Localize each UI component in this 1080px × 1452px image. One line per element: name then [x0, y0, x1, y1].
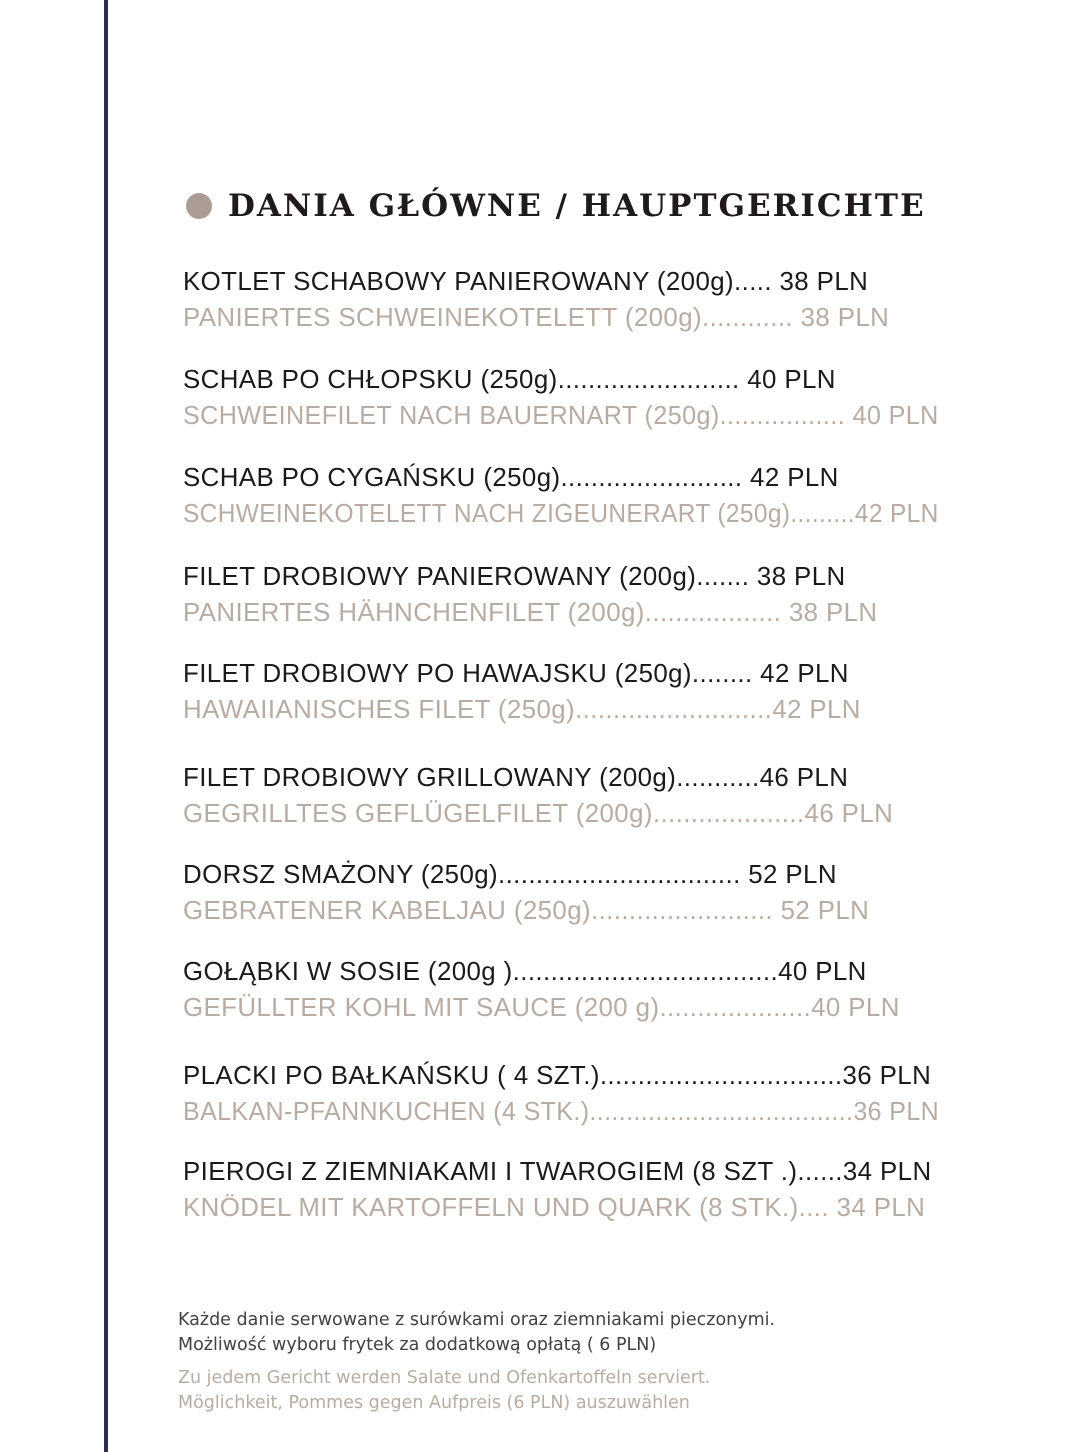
menu-item-polish: KOTLET SCHABOWY PANIEROWANY (200g)..... 38 PLN [183, 266, 869, 296]
menu-item-german: SCHWEINEFILET NACH BAUERNART (250g)................. 40 PLN [183, 400, 939, 430]
menu-item-german: GEFÜLLTER KOHL MIT SAUCE (200 g)....................40 PLN [183, 992, 900, 1022]
menu-item-german: PANIERTES SCHWEINEKOTELETT (200g)............ 38 PLN [183, 302, 890, 332]
menu-item-polish: GOŁĄBKI W SOSIE (200g )...................................40 PLN [183, 956, 867, 986]
menu-item [183, 655, 943, 727]
footer-polish-line: Każde danie serwowane z surówkami oraz ziemniakami pieczonymi. [178, 1310, 776, 1330]
footer-polish-line: Możliwość wyboru frytek za dodatkową opłatą ( 6 PLN) [178, 1335, 657, 1355]
menu-item [183, 759, 943, 831]
menu-item [183, 558, 943, 630]
menu-item-polish: PLACKI PO BAŁKAŃSKU ( 4 SZT.)................................36 PLN [183, 1060, 932, 1090]
menu-item-german: SCHWEINEKOTELETT NACH ZIGEUNERART (250g).........42 PLN [183, 498, 939, 528]
menu-item [183, 361, 943, 433]
menu-item [183, 1153, 943, 1225]
section-header [186, 186, 926, 226]
menu-item-german: HAWAIIANISCHES FILET (250g)..........................42 PLN [183, 694, 861, 724]
menu-item [183, 953, 943, 1025]
menu-item-polish: SCHAB PO CHŁOPSKU (250g)........................ 40 PLN [183, 364, 836, 394]
footer-note [178, 1308, 898, 1416]
menu-item-german: GEBRATENER KABELJAU (250g)........................ 52 PLN [183, 895, 870, 925]
menu-item [183, 1057, 943, 1129]
menu-item-polish: FILET DROBIOWY PANIEROWANY (200g)....... 38 PLN [183, 561, 846, 591]
menu-item-german: KNÖDEL MIT KARTOFFELN UND QUARK (8 STK.).... 34 PLN [183, 1192, 926, 1222]
menu-item-polish: FILET DROBIOWY GRILLOWANY (200g)...........46 PLN [183, 762, 849, 792]
menu-item [183, 459, 943, 531]
menu-item-german: BALKAN-PFANNKUCHEN (4 STK.)....................................36 PLN [183, 1096, 940, 1126]
menu-item-polish: FILET DROBIOWY PO HAWAJSKU (250g)........ 42 PLN [183, 658, 849, 688]
footer-german-line: Zu jedem Gericht werden Salate und Ofenkartoffeln serviert. [178, 1368, 711, 1388]
footer-german-line: Möglichkeit, Pommes gegen Aufpreis (6 PLN) auszuwählen [178, 1393, 690, 1413]
menu-item [183, 263, 943, 335]
menu-item-german: GEGRILLTES GEFLÜGELFILET (200g)....................46 PLN [183, 798, 894, 828]
menu-item-polish: SCHAB PO CYGAŃSKU (250g)........................ 42 PLN [183, 462, 839, 492]
menu-item [183, 856, 943, 928]
bullet-icon [186, 193, 212, 219]
menu-item-german: PANIERTES HÄHNCHENFILET (200g).................. 38 PLN [183, 597, 878, 627]
left-border-rule [104, 0, 108, 1452]
menu-item-polish: PIEROGI Z ZIEMNIAKAMI I TWAROGIEM (8 SZT .)......34 PLN [183, 1156, 932, 1186]
menu-item-polish: DORSZ SMAŻONY (250g)................................ 52 PLN [183, 859, 837, 889]
section-title: DANIA GŁÓWNE / HAUPTGERICHTE [228, 188, 926, 224]
